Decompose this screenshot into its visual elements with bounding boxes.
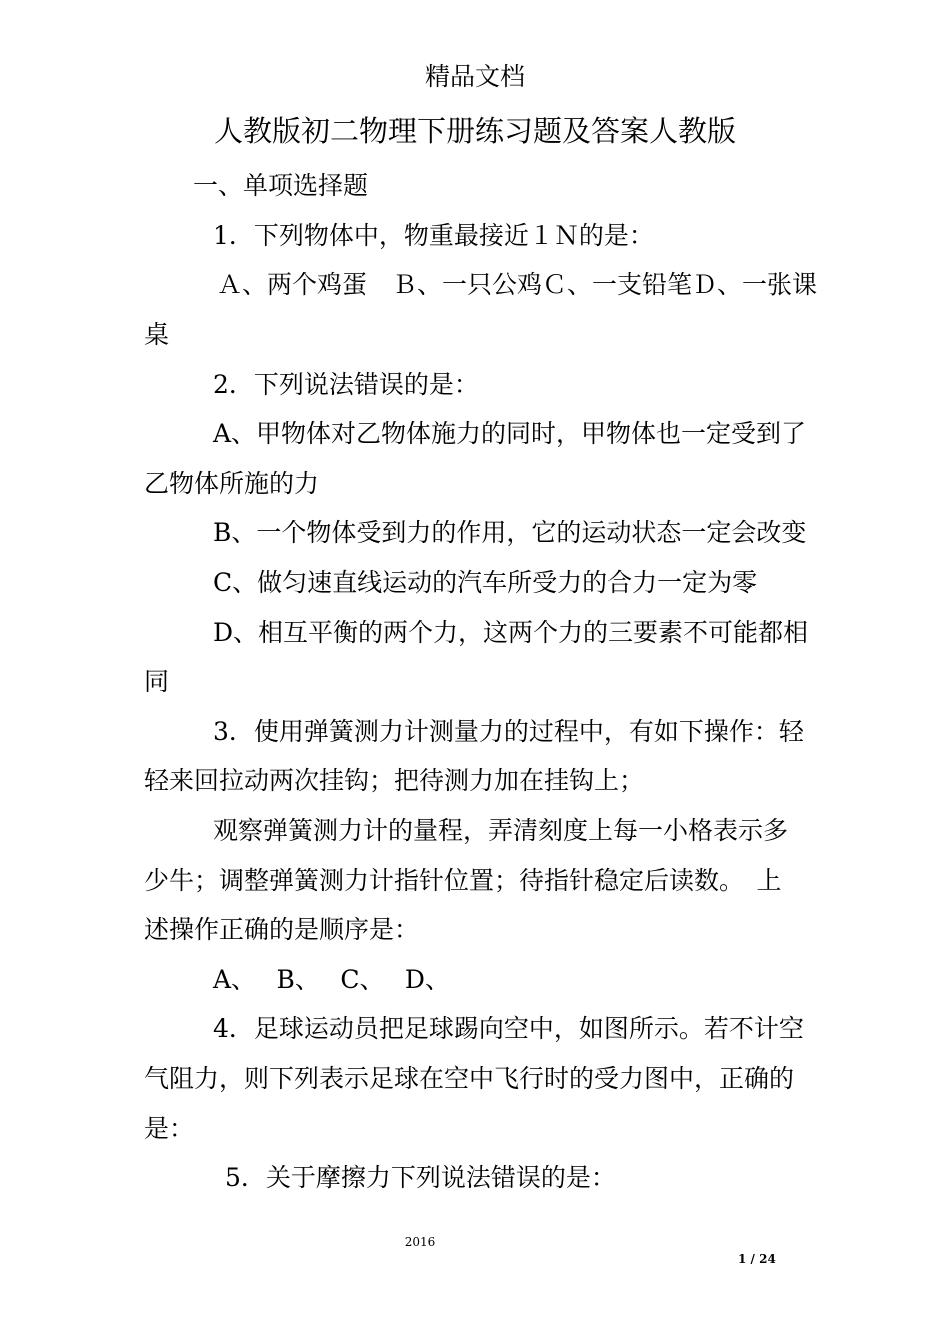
question-2-option-c: C、做匀速直线运动的汽车所受力的合力一定为零 [213, 568, 758, 597]
question-2-option-d: D、相互平衡的两个力，这两个力的三要素不可能都相 [213, 618, 809, 647]
question-2-option-d-cont: 同 [144, 667, 170, 696]
question-3-cont-3: 少牛；调整弹簧测力计指针位置；待指针稳定后读数。 上 [144, 866, 782, 895]
question-3-cont-2: 观察弹簧测力计的量程，弄清刻度上每一小格表示多 [213, 816, 789, 845]
page-header: 精品文档 [424, 62, 525, 91]
footer-year: 2016 [404, 1235, 436, 1249]
page-number: 1 / 24 [738, 1252, 776, 1266]
question-1: 1．下列物体中，物重最接近１Ｎ的是： [213, 221, 654, 250]
question-2: 2．下列说法错误的是： [213, 370, 479, 399]
question-2-option-a-cont: 乙物体所施的力 [144, 469, 320, 498]
question-3-options: A、 B、 C、 D、 [213, 965, 450, 994]
question-1-options-cont: 桌 [144, 320, 170, 349]
question-4-cont-2: 是： [144, 1114, 195, 1143]
question-3: 3．使用弹簧测力计测量力的过程中，有如下操作：轻 [213, 717, 804, 746]
question-3-cont-1: 轻来回拉动两次挂钩；把待测力加在挂钩上； [144, 766, 645, 795]
question-1-options: Ａ、两个鸡蛋 Ｂ、一只公鸡Ｃ、一支铅笔Ｄ、一张课 [217, 270, 818, 299]
section-heading: 一、单项选择题 [193, 171, 369, 200]
question-3-cont-4: 述操作正确的是顺序是： [144, 915, 420, 944]
question-4: 4．足球运动员把足球踢向空中，如图所示。若不计空 [213, 1014, 804, 1043]
question-5: 5．关于摩擦力下列说法错误的是： [225, 1163, 616, 1192]
question-2-option-a: A、甲物体对乙物体施力的同时，甲物体也一定受到了 [213, 419, 807, 448]
document-title: 人教版初二物理下册练习题及答案人教版 [213, 114, 736, 148]
question-2-option-b: B、一个物体受到力的作用，它的运动状态一定会改变 [213, 518, 807, 547]
question-4-cont-1: 气阻力，则下列表示足球在空中飞行时的受力图中，正确的 [144, 1064, 795, 1093]
